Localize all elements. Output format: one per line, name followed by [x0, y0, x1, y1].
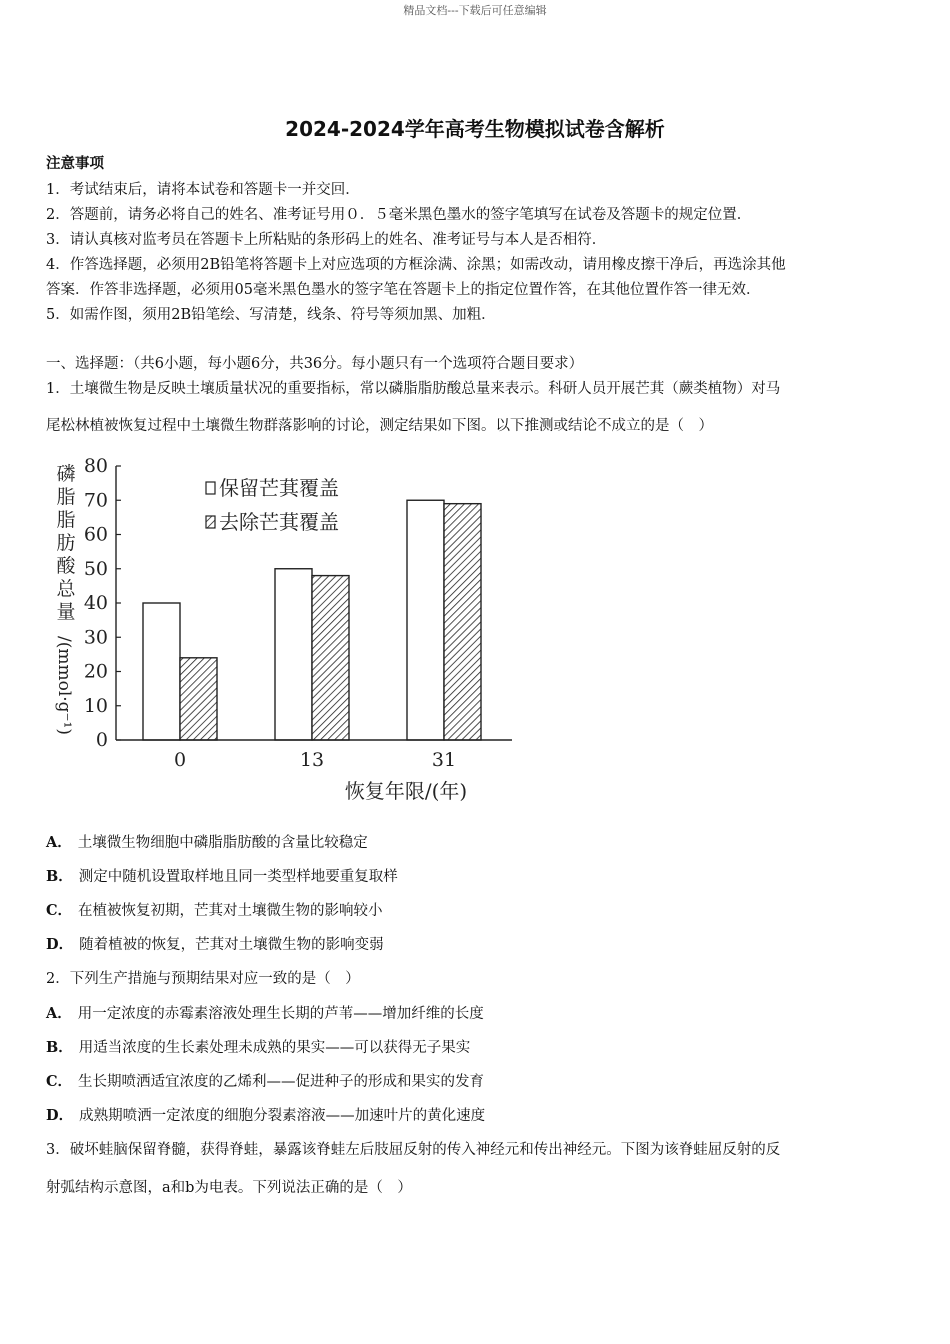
option-text: 用一定浓度的赤霉素溶液处理生长期的芦苇——增加纤维的长度 — [77, 1006, 484, 1022]
legend-label: 保留芒萁覆盖 — [219, 476, 339, 500]
q2-option-c[interactable] — [46, 1070, 484, 1091]
x-axis — [116, 740, 512, 803]
option-text: 土壤微生物细胞中磷脂脂肪酸的含量比较稳定 — [77, 835, 368, 851]
legend-swatch — [206, 482, 215, 494]
bar-keep — [275, 569, 312, 740]
option-text: 在植被恢复初期，芒萁对土壤微生物的影响较小 — [78, 903, 383, 919]
option-text: 成熟期喷洒一定浓度的细胞分裂素溶液——加速叶片的黄化速度 — [79, 1108, 486, 1124]
q1-option-a[interactable] — [46, 831, 368, 852]
option-letter: A． — [46, 834, 72, 851]
y-tick-label: 30 — [83, 626, 108, 649]
x-tick-label: 31 — [431, 749, 457, 771]
option-letter: B． — [46, 868, 73, 885]
y-axis-label — [54, 463, 76, 735]
option-letter: C． — [46, 902, 73, 919]
y-tick-label: 50 — [83, 557, 108, 580]
notice-item: 2．答题前，请务必将自己的姓名、准考证号用０．５毫米黑色墨水的签字笔填写在试卷及答题卡的规定位置． — [46, 207, 752, 223]
section-heading: 一、选择题：（共6小题，每小题6分，共36分。每小题只有一个选项符合题目要求） — [46, 356, 584, 372]
y-label-char: 脂 — [56, 509, 76, 531]
bar-remove — [180, 658, 217, 740]
notice-item: 4．作答选择题，必须用2B铅笔将答题卡上对应选项的方框涂满、涂黑；如需改动，请用橡皮擦干净后，再选涂其他 — [46, 257, 786, 273]
page-header: 精品文档---下载后可任意编辑 — [403, 4, 547, 17]
q1-option-b[interactable] — [46, 865, 398, 886]
y-label-char: 酸 — [56, 555, 76, 577]
y-tick-label: 60 — [83, 523, 108, 546]
q2-option-b[interactable] — [46, 1036, 470, 1057]
option-letter: D． — [46, 1107, 74, 1124]
legend-swatch — [206, 516, 215, 528]
q1-stem-line1: 1．土壤微生物是反映土壤质量状况的重要指标，常以磷脂脂肪酸总量来表示。科研人员开展芒萁（蕨类植物）对马 — [46, 381, 781, 397]
bar-chart — [46, 448, 526, 810]
option-letter: A． — [46, 1005, 72, 1022]
y-label-char: 总 — [56, 578, 76, 600]
bar-keep — [143, 603, 180, 740]
y-axis — [84, 455, 121, 751]
option-text: 测定中随机设置取样地且同一类型样地要重复取样 — [78, 869, 398, 885]
x-tick-label: 0 — [173, 749, 187, 771]
q3-stem-line2: 射弧结构示意图，a和b为电表。下列说法正确的是（ ） — [46, 1180, 412, 1196]
option-letter: D． — [46, 936, 74, 953]
q2-option-d[interactable] — [46, 1104, 485, 1125]
q2-option-a[interactable] — [46, 1002, 484, 1023]
q2-stem: 2．下列生产措施与预期结果对应一致的是（ ） — [46, 971, 360, 987]
notice-item: 1．考试结束后，请将本试卷和答题卡一并交回． — [46, 182, 360, 198]
x-axis-label: 恢复年限/(年) — [344, 779, 468, 803]
x-tick-label: 13 — [299, 749, 325, 771]
y-tick-label: 0 — [95, 729, 108, 751]
notice-item: 5．如需作图，须用2B铅笔绘、写清楚，线条、符号等须加黑、加粗． — [46, 307, 496, 323]
y-label-char: 磷 — [56, 463, 76, 485]
q1-option-c[interactable] — [46, 899, 383, 920]
q1-stem-line2: 尾松林植被恢复过程中土壤微生物群落影响的讨论，测定结果如下图。以下推测或结论不成立的是（ ） — [46, 418, 713, 434]
notice-item: 3．请认真核对监考员在答题卡上所粘贴的条形码上的姓名、准考证号与本人是否相符． — [46, 232, 607, 248]
option-text: 生长期喷洒适宜浓度的乙烯利——促进种子的形成和果实的发育 — [78, 1074, 485, 1090]
y-label-char: 脂 — [56, 486, 76, 508]
y-label-unit: /(mmol·g⁻¹) — [54, 636, 74, 735]
bar-remove — [312, 576, 349, 740]
option-text: 用适当浓度的生长素处理未成熟的果实——可以获得无子果实 — [78, 1040, 471, 1056]
bar-keep — [407, 500, 444, 740]
y-label-char: 肪 — [56, 532, 76, 554]
y-tick-label: 40 — [83, 592, 108, 614]
y-tick-label: 70 — [83, 489, 108, 512]
q1-option-d[interactable] — [46, 933, 384, 954]
page-title: 2024-2024学年高考生物模拟试卷含解析 — [285, 117, 665, 141]
legend-label: 去除芒萁覆盖 — [219, 510, 339, 534]
y-tick-label: 80 — [83, 455, 108, 477]
legend — [206, 476, 339, 534]
notice-item: 答案．作答非选择题，必须用05毫米黑色墨水的签字笔在答题卡上的指定位置作答，在其他位置作答一律无效． — [46, 282, 761, 298]
y-tick-label: 10 — [83, 694, 108, 717]
option-letter: B． — [46, 1039, 73, 1056]
y-label-char: 量 — [56, 601, 76, 623]
bars — [143, 500, 481, 740]
option-letter: C． — [46, 1073, 73, 1090]
q3-stem-line1: 3．破坏蛙脑保留脊髓，获得脊蛙，暴露该脊蛙左后肢屈反射的传入神经元和传出神经元。下图为该脊蛙屈反射的反 — [46, 1142, 781, 1158]
option-text: 随着植被的恢复，芒萁对土壤微生物的影响变弱 — [79, 937, 384, 953]
y-tick-label: 20 — [83, 660, 108, 683]
notice-heading: 注意事项 — [46, 155, 104, 172]
bar-remove — [444, 504, 481, 740]
